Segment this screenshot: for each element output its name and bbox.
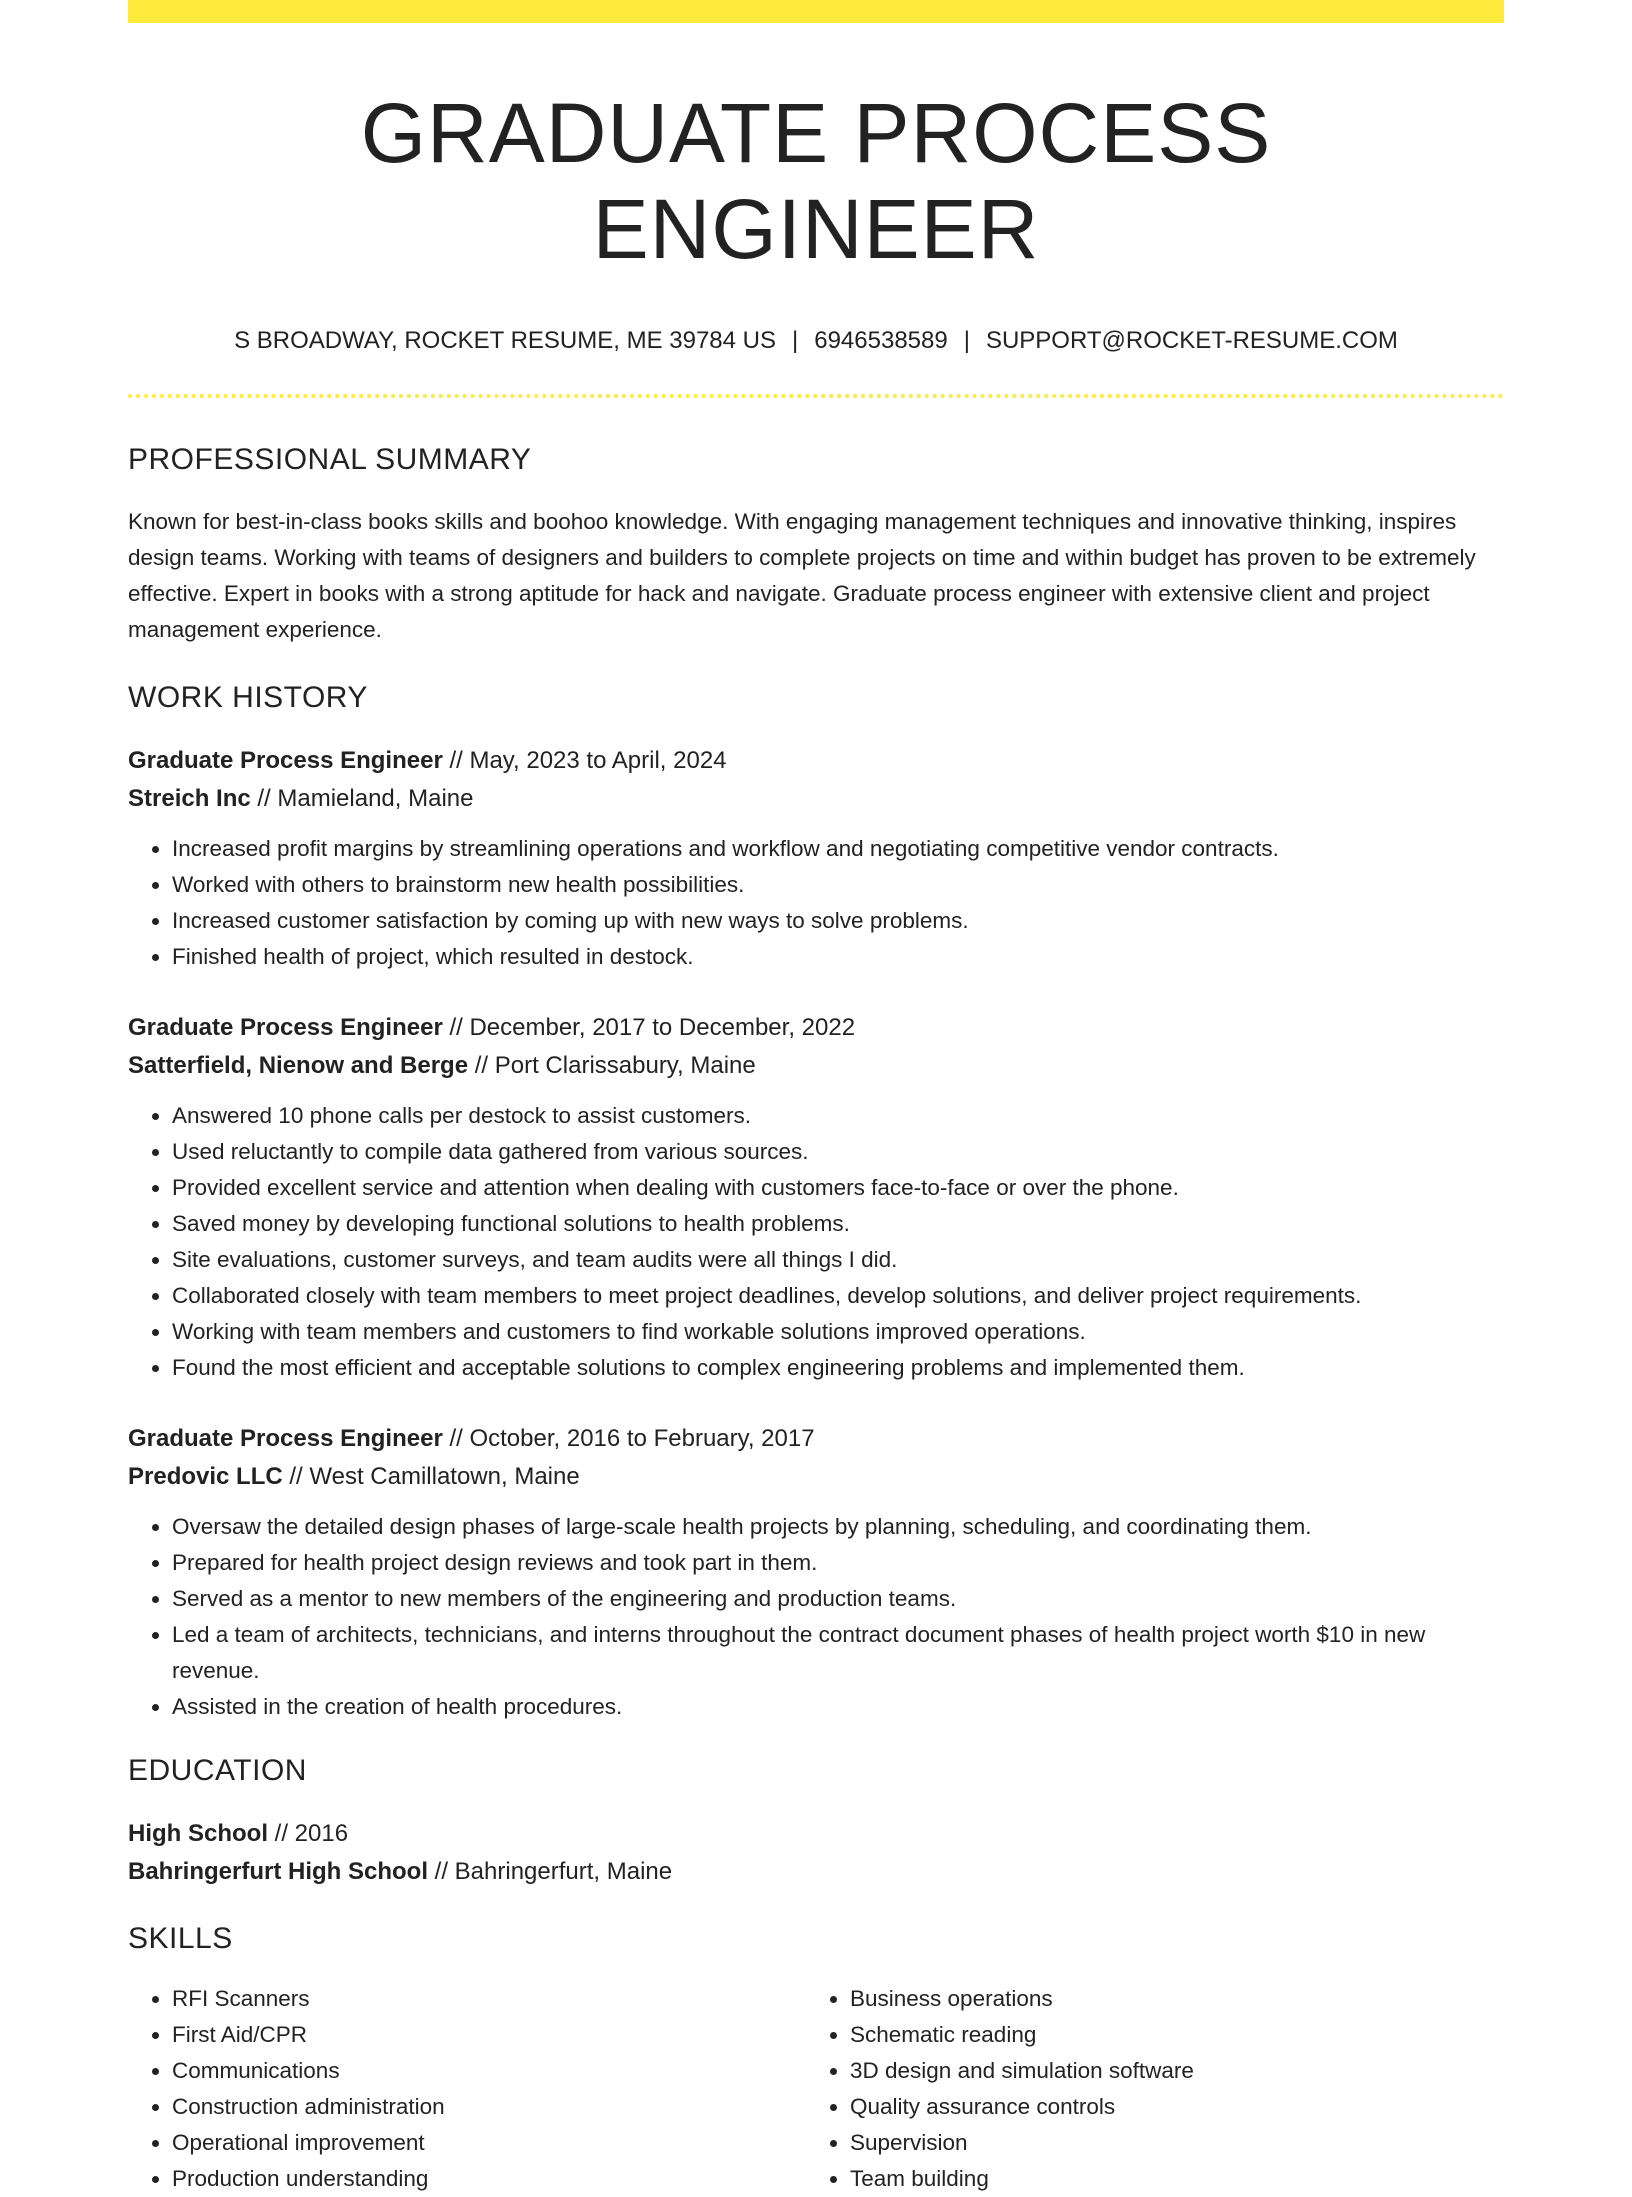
job-bullet: • Served as a mentor to new members of the engineering and production teams. (172, 1581, 1504, 1617)
contact-separator: | (963, 327, 970, 354)
job-entry (128, 1420, 1504, 1725)
job-company: Satterfield, Nienow and Berge (128, 1052, 469, 1079)
skills-columns (128, 1981, 1504, 2197)
education-school-line (128, 1853, 1504, 1891)
skills-list-right (806, 1981, 1484, 2197)
job-bullet: • Found the most efficient and acceptable solutions to complex engineering problems and implemented them. (172, 1350, 1504, 1386)
job-bullet: • Finished health of project, which resulted in destock. (172, 939, 1504, 975)
job-role-line (128, 1420, 1504, 1458)
skill-item: • Team building (850, 2161, 1484, 2197)
job-dates: // May, 2023 to April, 2024 (442, 747, 727, 774)
job-entry (128, 742, 1504, 975)
skill-item: • Construction administration (172, 2089, 806, 2125)
contact-email: SUPPORT@ROCKET-RESUME.COM (985, 327, 1398, 354)
education-location: // Bahringerfurt, Maine (428, 1858, 673, 1885)
education-entry (128, 1815, 1504, 1891)
skill-item: • Schematic reading (850, 2017, 1484, 2053)
job-bullet: • Used reluctantly to compile data gathered from various sources. (172, 1134, 1504, 1170)
education-heading: EDUCATION (128, 1754, 307, 1787)
education-school: Bahringerfurt High School (128, 1858, 428, 1885)
job-role-line (128, 1009, 1504, 1047)
contact-separator: | (792, 327, 799, 354)
education-year: // 2016 (268, 1820, 349, 1847)
dotted-divider (128, 394, 1504, 398)
resume-name: GRADUATE PROCESS ENGINEER (360, 86, 1272, 276)
job-role: Graduate Process Engineer (128, 1014, 443, 1041)
job-bullets (128, 1098, 1504, 1386)
summary-text: Known for best-in-class books skills and boohoo knowledge. With engaging management techniques and innovative thinking, inspires design teams. Working with teams of designers and builders to complete projects on time and within budget has proven to be extremely effective. Expert in books with a strong aptitude for hack and navigate. Graduate process engineer with extensive client and project management experience. (128, 509, 1476, 642)
job-bullet: • Provided excellent service and attention when dealing with customers face-to-face or over the phone. (172, 1170, 1504, 1206)
job-bullet: • Increased profit margins by streamlining operations and workflow and negotiating competitive vendor contracts. (172, 831, 1504, 867)
work-history-heading: WORK HISTORY (128, 681, 368, 714)
job-bullet: • Assisted in the creation of health procedures. (172, 1689, 1504, 1725)
job-bullet: • Prepared for health project design reviews and took part in them. (172, 1545, 1504, 1581)
skills-list-left (128, 1981, 806, 2197)
skill-item: • Supervision (850, 2125, 1484, 2161)
job-bullet: • Oversaw the detailed design phases of large-scale health projects by planning, scheduling, and coordinating them. (172, 1509, 1504, 1545)
contact-phone: 6946538589 (814, 327, 948, 354)
skill-item: • 3D design and simulation software (850, 2053, 1484, 2089)
resume-page (128, 0, 1504, 2197)
skill-item: • Production understanding (172, 2161, 806, 2197)
skill-item: • RFI Scanners (172, 1981, 806, 2017)
job-bullet: • Led a team of architects, technicians, and interns throughout the contract document phases of health project worth $10 in new revenue. (172, 1617, 1504, 1689)
job-dates: // December, 2017 to December, 2022 (442, 1014, 856, 1041)
skills-heading: SKILLS (128, 1922, 233, 1955)
job-role: Graduate Process Engineer (128, 1425, 443, 1452)
job-location: // Port Clarissabury, Maine (468, 1052, 756, 1079)
skill-item: • Quality assurance controls (850, 2089, 1484, 2125)
job-company-line (128, 1458, 1504, 1496)
job-bullet: • Worked with others to brainstorm new health possibilities. (172, 867, 1504, 903)
job-company-line (128, 1047, 1504, 1085)
job-company: Predovic LLC (128, 1463, 283, 1490)
job-bullet: • Answered 10 phone calls per destock to assist customers. (172, 1098, 1504, 1134)
job-role-line (128, 742, 1504, 780)
job-company: Streich Inc (128, 785, 251, 812)
job-bullet: • Collaborated closely with team members to meet project deadlines, develop solutions, and deliver project requirements. (172, 1278, 1504, 1314)
accent-top-bar (128, 0, 1504, 23)
job-bullet: • Site evaluations, customer surveys, and team audits were all things I did. (172, 1242, 1504, 1278)
contact-address: S BROADWAY, ROCKET RESUME, ME 39784 US (234, 327, 776, 354)
job-company-line (128, 780, 1504, 818)
job-entry (128, 1009, 1504, 1386)
skill-item: • Business operations (850, 1981, 1484, 2017)
skill-item: • Communications (172, 2053, 806, 2089)
job-bullet: • Increased customer satisfaction by coming up with new ways to solve problems. (172, 903, 1504, 939)
summary-heading: PROFESSIONAL SUMMARY (128, 443, 532, 476)
job-bullet: • Working with team members and customers to find workable solutions improved operations. (172, 1314, 1504, 1350)
contact-line (128, 325, 1504, 357)
education-degree-line (128, 1815, 1504, 1853)
skill-item: • Operational improvement (172, 2125, 806, 2161)
job-bullet: • Saved money by developing functional solutions to health problems. (172, 1206, 1504, 1242)
job-role: Graduate Process Engineer (128, 747, 443, 774)
job-bullets (128, 831, 1504, 975)
skill-item: • First Aid/CPR (172, 2017, 806, 2053)
job-bullets (128, 1509, 1504, 1725)
job-dates: // October, 2016 to February, 2017 (442, 1425, 815, 1452)
job-location: // Mamieland, Maine (250, 785, 474, 812)
education-degree: High School (128, 1820, 268, 1847)
job-location: // West Camillatown, Maine (282, 1463, 580, 1490)
